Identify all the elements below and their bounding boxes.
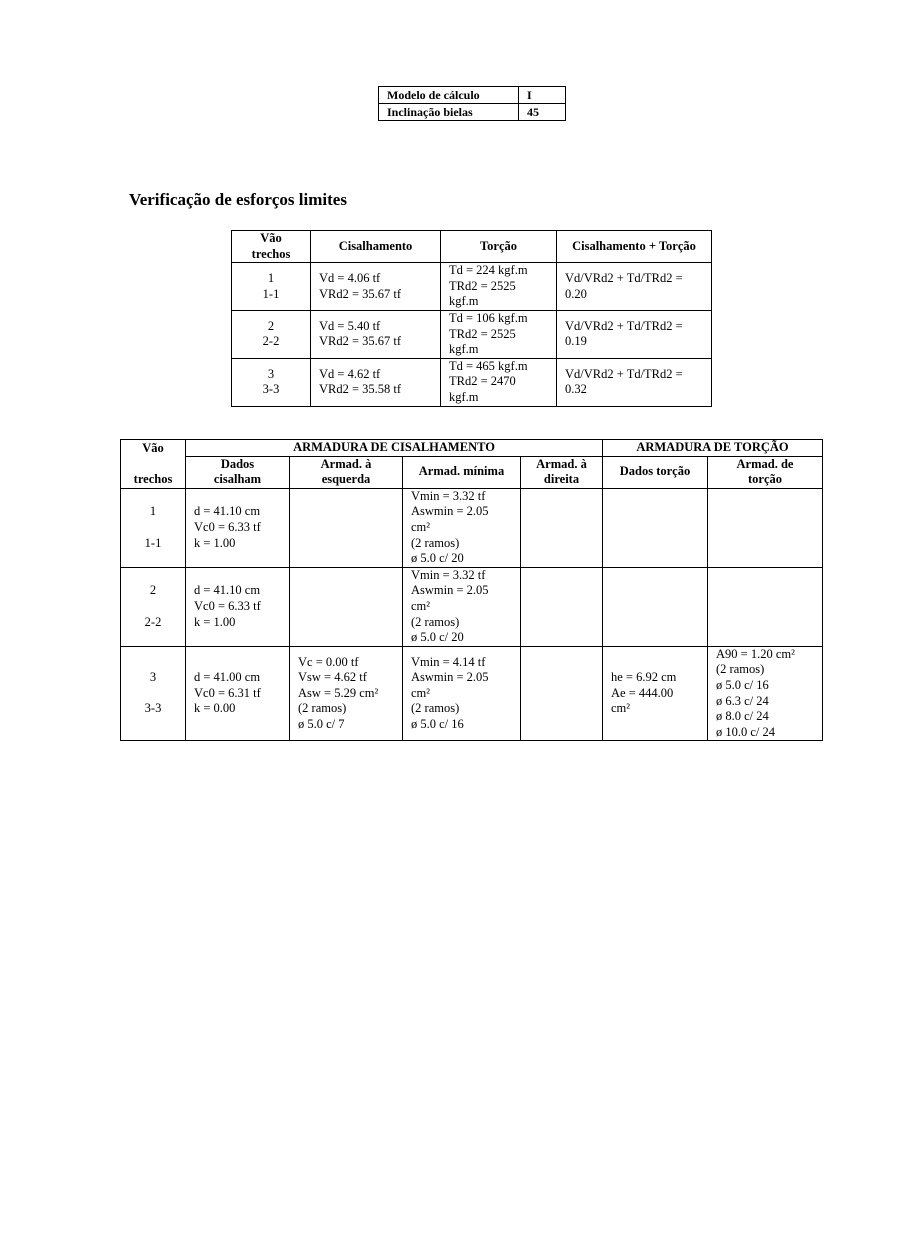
dados-torcao-cell: he = 6.92 cm Ae = 444.00 cm² [603, 646, 708, 741]
armad-minima-cell: Vmin = 4.14 tf Aswmin = 2.05 cm² (2 ramos) ø 5.0 c/ 16 [403, 646, 521, 741]
armad-esquerda-cell: Vc = 0.00 tf Vsw = 4.62 tf Asw = 5.29 cm² (2 ramos) ø 5.0 c/ 7 [290, 646, 403, 741]
armad-torcao-cell: A90 = 1.20 cm² (2 ramos) ø 5.0 c/ 16 ø 6.3 c/ 24 ø 8.0 c/ 24 ø 10.0 c/ 24 [708, 646, 823, 741]
dados-torcao-cell [603, 488, 708, 567]
vao-cell: 3 3-3 [121, 646, 186, 741]
combined-cell: Vd/VRd2 + Td/TRd2 = 0.19 [557, 310, 712, 358]
vao-cell: 1 1-1 [121, 488, 186, 567]
header-armadura-torcao: ARMADURA DE TORÇÃO [603, 440, 823, 457]
header-torcao: Torção [441, 231, 557, 263]
armad-minima-cell: Vmin = 3.32 tf Aswmin = 2.05 cm² (2 ramos) ø 5.0 c/ 20 [403, 567, 521, 646]
inclination-label: Inclinação bielas [379, 104, 519, 121]
table-row [121, 567, 823, 646]
verification-header-row [232, 231, 712, 263]
armad-minima-cell: Vmin = 3.32 tf Aswmin = 2.05 cm² (2 ramos) ø 5.0 c/ 20 [403, 488, 521, 567]
cisalhamento-cell: Vd = 4.62 tf VRd2 = 35.58 tf [311, 358, 441, 406]
inclination-row [379, 104, 566, 121]
model-value: I [519, 87, 566, 104]
header-combined: Cisalhamento + Torção [557, 231, 712, 263]
table-row [232, 263, 712, 311]
verification-table [231, 230, 712, 407]
model-row [379, 87, 566, 104]
vao-cell: 1 1-1 [232, 263, 311, 311]
header-vao-trechos: Vão trechos [121, 440, 186, 489]
armad-torcao-cell [708, 567, 823, 646]
torcao-cell: Td = 465 kgf.m TRd2 = 2470 kgf.m [441, 358, 557, 406]
vao-cell: 3 3-3 [232, 358, 311, 406]
model-label: Modelo de cálculo [379, 87, 519, 104]
header-cisalhamento: Cisalhamento [311, 231, 441, 263]
header-dados-cisalham: Dados cisalham [186, 456, 290, 488]
header-armad-minima: Armad. mínima [403, 456, 521, 488]
dados-torcao-cell [603, 567, 708, 646]
torcao-cell: Td = 106 kgf.m TRd2 = 2525 kgf.m [441, 310, 557, 358]
header-dados-torcao: Dados torção [603, 456, 708, 488]
header-armad-direita: Armad. à direita [521, 456, 603, 488]
cisalhamento-cell: Vd = 5.40 tf VRd2 = 35.67 tf [311, 310, 441, 358]
table-row [232, 310, 712, 358]
header-vao: Vão trechos [232, 231, 311, 263]
section-title: Verificação de esforços limites [129, 190, 347, 209]
armad-esquerda-cell [290, 488, 403, 567]
header-armadura-cisalhamento: ARMADURA DE CISALHAMENTO [186, 440, 603, 457]
armadura-subheader-row [121, 456, 823, 488]
armadura-group-header-row [121, 440, 823, 457]
armad-direita-cell [521, 567, 603, 646]
table-row [232, 358, 712, 406]
torcao-cell: Td = 224 kgf.m TRd2 = 2525 kgf.m [441, 263, 557, 311]
header-armad-esquerda: Armad. à esquerda [290, 456, 403, 488]
armad-direita-cell [521, 646, 603, 741]
table-row [121, 646, 823, 741]
vao-cell: 2 2-2 [121, 567, 186, 646]
armad-esquerda-cell [290, 567, 403, 646]
armadura-table [120, 439, 823, 741]
vao-cell: 2 2-2 [232, 310, 311, 358]
armad-torcao-cell [708, 488, 823, 567]
header-armad-torcao: Armad. de torção [708, 456, 823, 488]
table-row [121, 488, 823, 567]
model-table [378, 86, 566, 121]
cisalhamento-cell: Vd = 4.06 tf VRd2 = 35.67 tf [311, 263, 441, 311]
combined-cell: Vd/VRd2 + Td/TRd2 = 0.32 [557, 358, 712, 406]
dados-cisalham-cell: d = 41.10 cm Vc0 = 6.33 tf k = 1.00 [186, 567, 290, 646]
combined-cell: Vd/VRd2 + Td/TRd2 = 0.20 [557, 263, 712, 311]
dados-cisalham-cell: d = 41.00 cm Vc0 = 6.31 tf k = 0.00 [186, 646, 290, 741]
armad-direita-cell [521, 488, 603, 567]
dados-cisalham-cell: d = 41.10 cm Vc0 = 6.33 tf k = 1.00 [186, 488, 290, 567]
inclination-value: 45 [519, 104, 566, 121]
